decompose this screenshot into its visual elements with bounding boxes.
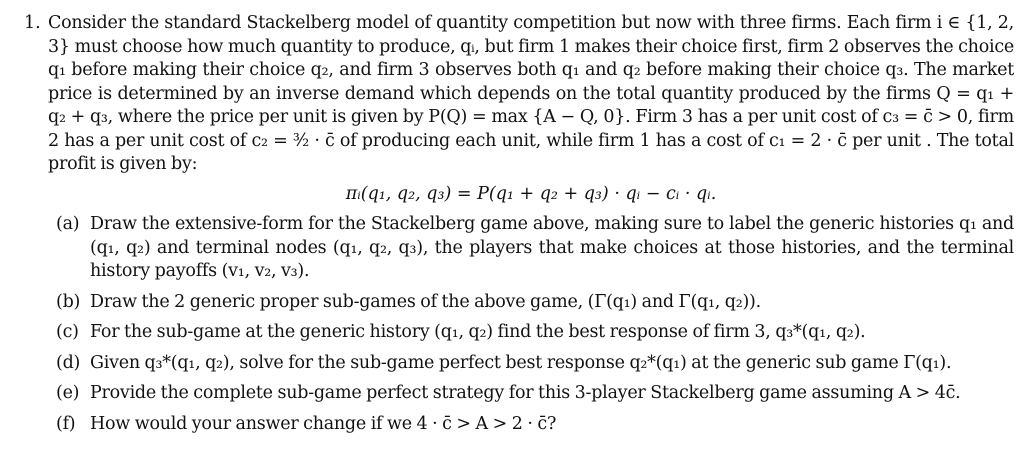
part-label: (f): [56, 413, 76, 434]
sub-questions: [48, 213, 1014, 436]
part-label: (c): [56, 322, 79, 342]
part-a: [48, 213, 1014, 284]
profit-formula: πᵢ(q₁, q₂, q₃) = P(q₁ + q₂ + q₃) · qᵢ − cᵢ · qᵢ.: [345, 183, 717, 204]
part-label: (d): [56, 352, 81, 373]
part-text: For the sub-game at the generic history (q₁, q₂) find the best response of firm 3, q₃*(q₁, q₂).: [90, 322, 866, 342]
part-text: Given q₃*(q₁, q₂), solve for the sub-game perfect best response q₂*(q₁) at the generic sub game Γ(q₁).: [90, 352, 952, 373]
question-stem: Consider the standard Stackelberg model of quantity competition but now with three firms. Each firm i ∈ {1, 2, 3} must choose how much quantity to produce, qᵢ, but firm 1 makes their choice first, firm 2 observes the choice q₁ before making their choice q₂, and firm 3 observes both q₁ and q₂ before making their choice q₃. The market price is determined by an inverse demand which depends on the total quantity produced by the firms Q = q₁ + q₂ + q₃, where the price per unit is given by P(Q) = max {A − Q, 0}. Firm 3 has a per unit cost of c₃ = c̄ > 0, firm 2 has a per unit cost of c₂ = ³⁄₂ · c̄ of producing each unit, while firm 1 has a cost of c₁ = 2 · c̄ per unit . The total profit is given by:: [48, 13, 1014, 174]
part-label: (e): [56, 383, 80, 403]
part-text: Draw the 2 generic proper sub-games of the above game, (Γ(q₁) and Γ(q₁, q₂)).: [90, 291, 761, 312]
part-c: [48, 321, 1014, 345]
part-label: (b): [56, 291, 81, 312]
part-label: (a): [56, 214, 80, 234]
part-text: Draw the extensive-form for the Stackelberg game above, making sure to label the generic histories q₁ and (q₁, q₂) and terminal nodes (q₁, q₂, q₃), the players that make choices at those histories, and the terminal history payoffs (v₁, v₂, v₃).: [90, 214, 1014, 281]
part-text: How would your answer change if we 4 · c̄ > A > 2 · c̄?: [90, 413, 557, 434]
part-b: [48, 291, 1014, 315]
question-number: 1.: [24, 13, 41, 33]
part-text: Provide the complete sub-game perfect strategy for this 3-player Stackelberg game assuming A > 4c̄.: [90, 383, 961, 403]
part-d: [48, 352, 1014, 376]
part-e: [48, 382, 1014, 406]
part-f: [48, 413, 1014, 437]
problem-1: [24, 12, 1014, 443]
